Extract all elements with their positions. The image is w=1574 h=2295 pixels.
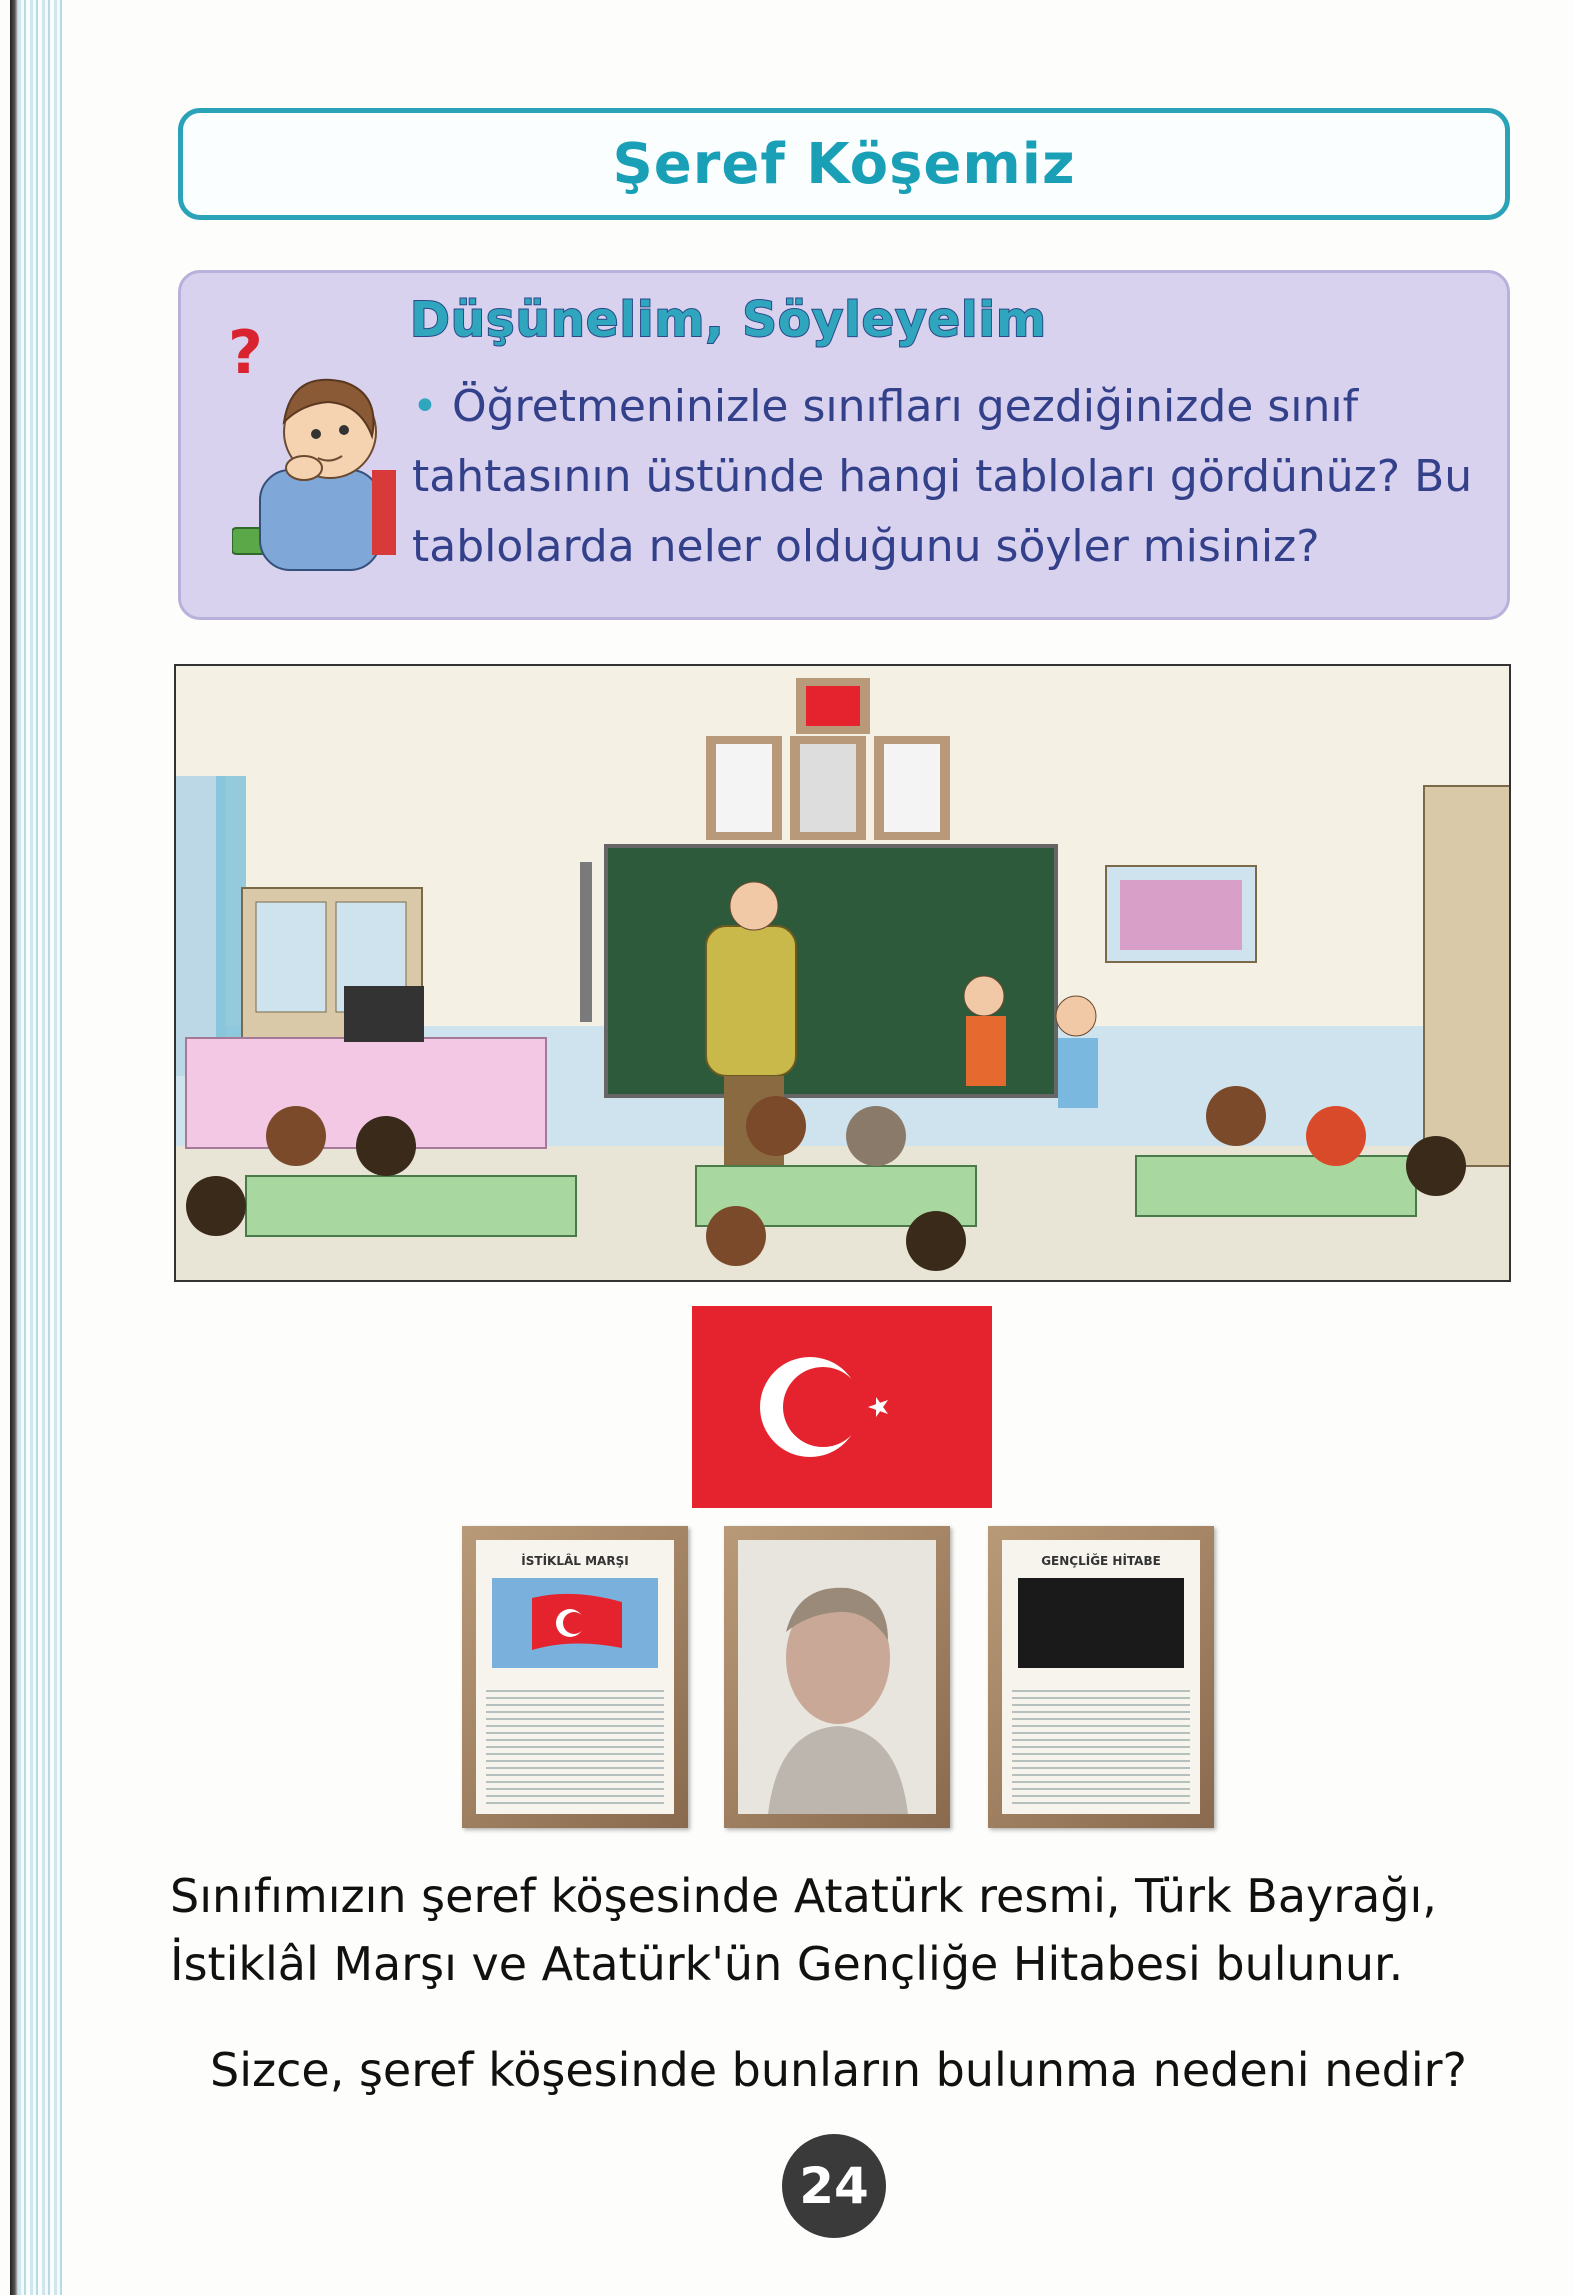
thinking-boy-illustration <box>232 360 402 590</box>
page-edge-stripes <box>18 0 64 2295</box>
flag-sky-image <box>492 1578 658 1668</box>
question-text <box>412 372 1492 582</box>
frame-istiklal-marsi <box>462 1526 688 1828</box>
frame-ataturk-portrait <box>724 1526 950 1828</box>
classroom-scene <box>176 666 1511 1282</box>
page-number: 24 <box>782 2134 886 2238</box>
paragraph-description: Sınıfımızın şeref köşesinde Atatürk resmi, Türk Bayrağı, İstiklâl Marşı ve Atatürk'ün Gençliğe Hitabesi bulunur. <box>170 1869 1437 1991</box>
paragraph-question: Sizce, şeref köşesinde bunların bulunma nedeni nedir? <box>210 2043 1467 2097</box>
title-box <box>178 108 1510 220</box>
ataturk-portrait-image <box>738 1540 936 1814</box>
turkish-flag <box>692 1306 992 1508</box>
crescent-star-icon <box>692 1306 992 1508</box>
page-binding-edge <box>10 0 18 2295</box>
question-heading: Düşünelim, Söyleyelim <box>410 292 1047 348</box>
page-title: Şeref Köşemiz <box>612 131 1076 197</box>
dark-photo-image <box>1018 1578 1184 1668</box>
bullet: • <box>412 381 438 432</box>
question-body: Öğretmeninizle sınıfları gezdiğinizde sınıf tahtasının üstünde hangi tabloları gördünüz? Bu tablolarda neler olduğunu söyler misiniz? <box>412 381 1473 572</box>
frame-genclige-hitabe <box>988 1526 1214 1828</box>
anthem-text-lines <box>486 1690 664 1804</box>
classroom-illustration <box>174 664 1511 1282</box>
question-mark-icon: ? <box>228 318 263 388</box>
address-text-lines <box>1012 1690 1190 1804</box>
frame-title: GENÇLİĞE HİTABE <box>1041 1554 1161 1568</box>
frame-title: İSTİKLÂL MARŞI <box>521 1554 629 1568</box>
